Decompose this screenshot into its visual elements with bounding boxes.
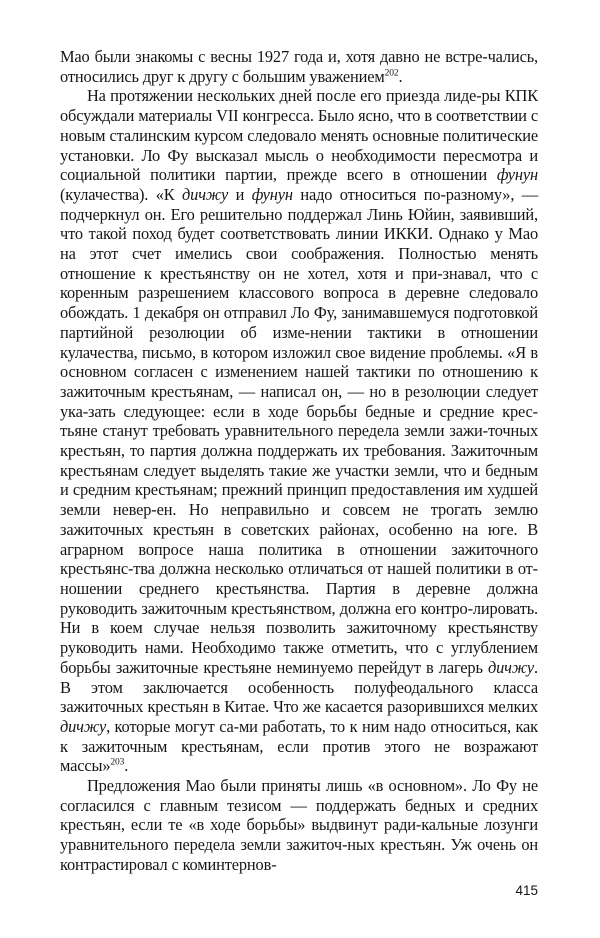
- text-run: .: [124, 756, 129, 776]
- paragraph: [60, 86, 538, 776]
- italic-term: фунун: [496, 165, 538, 185]
- paragraph: [60, 776, 538, 875]
- italic-term: фунун: [251, 184, 293, 204]
- text-run: . В этом заключается особенность полуфеодального класса зажиточных крестьян в Китае. Что же касается разорившихся мелких: [60, 657, 538, 717]
- text-run: , которые могут са-ми работать, то к ним надо относиться, как к зажиточным крестьянам, если против этого не возражают массы»: [60, 716, 538, 776]
- italic-term: дичжу: [60, 716, 107, 736]
- text-run: и: [228, 184, 252, 204]
- text-run: .: [398, 66, 403, 86]
- italic-term: дичжу: [487, 657, 535, 677]
- text-run: На протяжении нескольких дней после его приезда лиде-ры КПК обсуждали материалы VII конгресса. Было ясно, что в соответствии с новым сталинским курсом следовало менять основные политические установки. Ло Фу высказал мысль о необходимости пересмотра и социальной политики партии, прежде всего в отношении: [60, 86, 538, 185]
- paragraph: [60, 47, 538, 86]
- text-run: надо относиться по-разному», — подчеркнул он. Его решительно поддержал Линь Юйин, заявивший, что такой поход будет соответствовать линии ИККИ. Однако у Мао на этот счет имелись свои соображения. Полностью менять отношение к крестьянству он не хотел, хотя и при-знавал, что с коренным разрешением классового вопроса в деревне следовало обождать. 1 декабря он отправил Ло Фу, занимавшемуся подготовкой партийной резолюции об изме-нении тактики в отношении кулачества, письмо, в котором изложил свое видение проблемы. «Я в основном согласен с изменением нашей тактики по отношению к зажиточным крестьянам, — написал он, — но в резолюции следует ука-зать следующее: если в ходе борьбы бедные и средние крес-тьяне станут требовать уравнительного передела земли зажи-точных крестьян, то партия должна поддержать их требования. Зажиточным крестьянам следует выделять такие же участки земли, что и бедным и средним крестьянам; прежний принцип предоставления им худшей земли невер-ен. Но неправильно и совсем не трогать землю зажиточных крестьян в советских районах, особенно на юге. В аграрном вопросе наша политика в отношении зажиточного крестьянс-тва должна несколько отличаться от нашей политики в от-ношении среднего крестьянства. Партия в деревне должна руководить зажиточным крестьянством, должна его контро-лировать. Ни в коем случае нельзя позволить зажиточному крестьянству руководить нами. Необходимо также отметить, что с углублением борьбы зажиточные крестьяне неминуемо перейдут в лагерь: [60, 184, 538, 677]
- page-number: 415: [515, 883, 538, 898]
- italic-term: дичжу: [182, 184, 229, 204]
- text-run: Мао были знакомы с весны 1927 года и, хотя давно не встре-чались, относились друг к другу с большим уважением: [60, 47, 538, 86]
- footnote-ref: 202: [384, 68, 399, 79]
- text-run: Предложения Мао были приняты лишь «в основном». Ло Фу не согласился с главным тезисом — поддержать бедных и средних крестьян, если те «в ходе борьбы» выдвинут ради-кальные лозунги уравнительного передела земли зажиточ-ных крестьян. Уж очень он контрастировал с коминтернов-: [60, 776, 538, 874]
- page-body: [60, 47, 538, 875]
- footnote-ref: 203: [110, 757, 125, 768]
- text-run: (кулачества). «К: [60, 184, 183, 204]
